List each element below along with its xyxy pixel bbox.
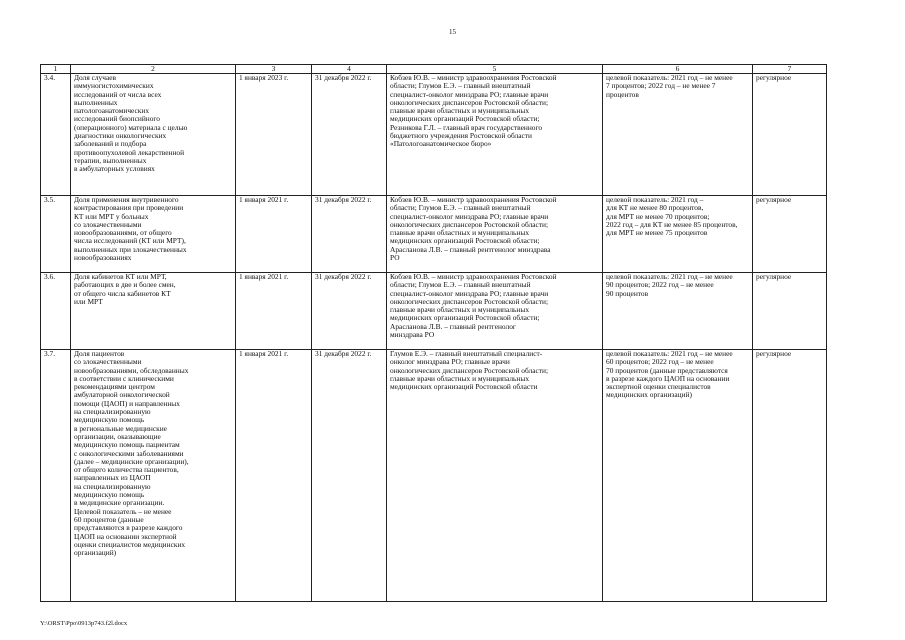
expected-result: целевой показатель: 2021 год – не менее 90 процентов; 2022 год – не менее 90 процентов — [603, 273, 753, 350]
responsible-persons: Кобзев Ю.В. – министр здравоохранения Ростовской области; Глумов Е.Э. – главный внештатный специалист-онколог минздрава РО; главные врачи онкологических диспансеров Ростовской области; главные врачи областных и муниципальных медицинских организаций Ростовской области; Арасланова Л.В. – главный рентгенолог минздрава РО — [387, 273, 603, 350]
measures-table — [40, 64, 827, 602]
end-date: 31 декабря 2022 г. — [312, 196, 387, 273]
row-number: 3.7. — [41, 350, 71, 602]
column-header: 5 — [387, 65, 603, 74]
column-header: 1 — [41, 65, 71, 74]
start-date: 1 января 2021 г. — [236, 196, 312, 273]
column-header: 3 — [236, 65, 312, 74]
expected-result: целевой показатель: 2021 год – не менее 7 процентов; 2022 год – не менее 7 процентов — [603, 74, 753, 196]
page-number: 15 — [449, 28, 456, 36]
periodicity: регулярное — [753, 74, 827, 196]
table-row — [41, 74, 827, 196]
periodicity: регулярное — [753, 273, 827, 350]
end-date: 31 декабря 2022 г. — [312, 74, 387, 196]
responsible-persons: Глумов Е.Э. – главный внештатный специалист- онколог минздрава РО; главные врачи онкологических диспансеров Ростовской области; главные врачи областных и муниципальных медицинских организаций Ростовской области — [387, 350, 603, 602]
responsible-persons: Кобзев Ю.В. – министр здравоохранения Ростовской области; Глумов Е.Э. – главный внештатный специалист-онколог минздрава РО; главные врачи онкологических диспансеров Ростовской области; главные врачи областных и муниципальных медицинских организаций Ростовской области; Арасланова Л.В. – главный рентгенолог минздрава РО — [387, 196, 603, 273]
start-date: 1 января 2021 г. — [236, 273, 312, 350]
table-row — [41, 350, 827, 602]
start-date: 1 января 2021 г. — [236, 350, 312, 602]
expected-result: целевой показатель: 2021 год – не менее 60 процентов; 2022 год – не менее 70 процентов (данные представляются в разрезе каждого ЦАОП на основании экспертной оценки специалистов медицинских организаций) — [603, 350, 753, 602]
row-number: 3.4. — [41, 74, 71, 196]
column-header: 7 — [753, 65, 827, 74]
responsible-persons: Кобзев Ю.В. – министр здравоохранения Ростовской области; Глумов Е.Э. – главный внештатный специалист-онколог минздрава РО; главные врачи онкологических диспансеров Ростовской области; главные врачи областных и муниципальных медицинских организаций Ростовской области; Резникова Г.Л. – главный врач государственного бюджетного учреждения Ростовской области «Патологоанатомическое бюро» — [387, 74, 603, 196]
measure-name: Доля пациентов со злокачественными новообразованиями, обследованных в соответствии с клиническими рекомендациями центром амбулаторной онкологической помощи (ЦАОП) и направленных на специализированную медицинскую помощь в региональные медицинские организации, оказывающие медицинскую помощь пациентам с онкологическими заболеваниями (далее – медицинские организации), от общего количества пациентов, направленных из ЦАОП на специализированную медицинскую помощь в медицинские организации. Целевой показатель – не менее 60 процентов (данные представляются в разрезе каждого ЦАОП на основании экспертной оценки специалистов медицинских организаций) — [71, 350, 236, 602]
end-date: 31 декабря 2022 г. — [312, 350, 387, 602]
column-header: 4 — [312, 65, 387, 74]
end-date: 31 декабря 2022 г. — [312, 273, 387, 350]
expected-result: целевой показатель: 2021 год – для КТ не менее 80 процентов, для МРТ не менее 70 процентов; 2022 год – для КТ не менее 85 процентов, для МРТ не менее 75 процентов — [603, 196, 753, 273]
document-file-path: Y:\ORST\Ppo\0913p743.f2l.docx — [40, 620, 128, 627]
column-header: 6 — [603, 65, 753, 74]
periodicity: регулярное — [753, 196, 827, 273]
column-header: 2 — [71, 65, 236, 74]
periodicity: регулярное — [753, 350, 827, 602]
row-number: 3.6. — [41, 273, 71, 350]
measure-name: Доля кабинетов КТ или МРТ, работающих в две и более смен, от общего числа кабинетов КТ или МРТ — [71, 273, 236, 350]
header-row — [41, 65, 827, 74]
measure-name: Доля применения внутривенного контрастирования при проведении КТ или МРТ у больных со злокачественными новообразованиями, от общего числа исследований (КТ или МРТ), выполненных при злокачественных новообразованиях — [71, 196, 236, 273]
measure-name: Доля случаев иммуногистохимических исследований от числа всех выполненных патологоанатомических исследований биопсийного (операционного) материала с целью диагностики онкологических заболеваний и подбора противоопухолевой лекарственной терапии, выполненных в амбулаторных условиях — [71, 74, 236, 196]
row-number: 3.5. — [41, 196, 71, 273]
start-date: 1 января 2023 г. — [236, 74, 312, 196]
table-row — [41, 196, 827, 273]
table-row — [41, 273, 827, 350]
